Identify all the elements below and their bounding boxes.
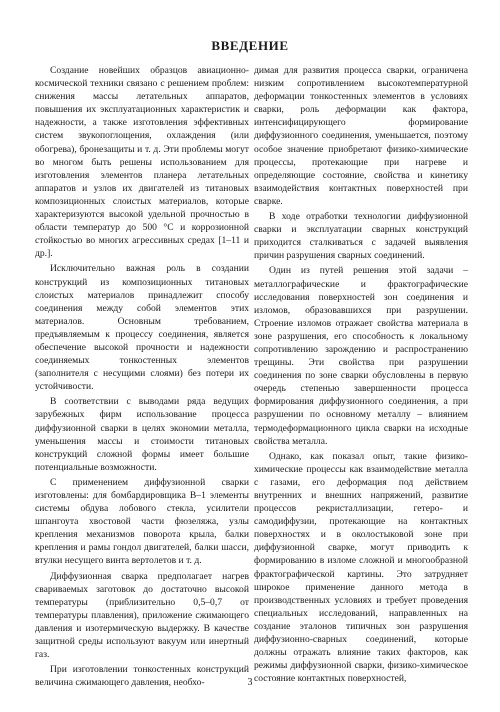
page-number: 3 — [247, 677, 253, 688]
paragraph: Один из путей решения этой задачи – металлографические и фрактографические исследования поверхностей зон соединения и изломов, образовавшихся при разрушении. Строение изломов отражает свойства материала в зоне разрушения, его способность к локальному сопротивлению зарождению и распространению трещины. Эти свойства при разрушении соединения по зоне сварки обусловлены в первую очередь степенью завершенности процесса формирования диффузионного соединения, а при разрушении по основному металлу – влиянием термодеформационного цикла сварки на исходные свойства металла. — [254, 265, 468, 447]
right-column — [254, 64, 468, 685]
paragraph: С применением диффузионной сварки изготовлены: для бомбардировщика В–1 элементы системы обдува лобового стекла, усилители шпангоута хвостовой части фюзеляжа, узлы крепления механизмов поворота крыла, балки крепления и рамы гондол двигателей, балки шасси, втулки несущего винта вертолетов и т. д. — [35, 476, 249, 567]
paragraph: Создание новейших образцов авиационно-космической техники связано с решением проблем: снижения массы летательных аппаратов, повышения их эксплуатационных характеристик и надежности, а также изготовления эффективных систем звукопоглощения, охлаждения (или обогрева), бронезащиты и т. д. Эти проблемы могут во многом быть решены использованием для изготовления элементов планера летательных аппаратов и узлов их двигателей из титановых композиционных слоистых материалов, которые характеризуются высокой удельной прочностью в области температур до 500 °С и коррозионной стойкостью во многих агрессивных средах [1–11 и др.]. — [35, 65, 249, 260]
paragraph: В ходе отработки технологии диффузионной сварки и эксплуатации сварных конструкций приходится сталкиваться с задачей выявления причин разрушения сварных соединений. — [254, 211, 468, 262]
paragraph: При изготовлении тонкостенных конструкций величина сжимающего давления, необхо- — [35, 664, 249, 689]
paragraph: В соответствии с выводами ряда ведущих зарубежных фирм использование процесса диффузионной сварки в целях экономии металла, уменьшения массы и стоимости титановых конструкций сложной формы имеет большие потенциальные возможности. — [35, 396, 249, 473]
paragraph: Исключительно важная роль в создании конструкций из композиционных титановых слоистых материалов принадлежит способу соединения между собой элементов этих материалов. Основным требованием, предъявляемым к процессу соединения, является обеспечение высокой прочности и надежности соединяемых тонкостенных элементов (заполнителя с несущими слоями) без потери их устойчивости. — [35, 263, 249, 393]
paragraph: Диффузионная сварка предполагает нагрев свариваемых заготовок до достаточно высокой температуры (приблизительно 0,5–0,7 от температуры плавления), приложение сжимающего давления и изотермическую выдержку. В качестве защитной среды используют вакуум или инертный газ. — [35, 570, 249, 661]
left-column — [35, 64, 249, 689]
paragraph-continuation: димая для развития процесса сварки, ограничена низким сопротивлением высокотемпературной деформации тонкостенных элементов в условиях сварки, роль деформации как фактора, интенсифицирующего формирование диффузионного соединения, уменьшается, поэтому особое значение приобретают физико-химические процессы, протекающие при нагреве и определяющие состояние, свойства и кинетику взаимодействия контактных поверхностей при сварке. — [254, 65, 468, 207]
paragraph: Однако, как показал опыт, такие физико-химические процессы как взаимодействие металла с газами, его деформация под действием внутренних и внешних напряжений, развитие процессов рекристаллизации, гетеро- и самодиффузии, протекающие на контактных поверхностях и в околостыковой зоне при диффузионной сварке, могут приводить к формированию в изломе сложной и многообразной фрактографической картины. Это затрудняет широкое применение данного метода в производственных условиях и требует проведения специальных исследований, направленных на создание эталонов типичных зон разрушения диффузионно-сварных соединений, которые должны отражать влияние таких факторов, как режимы диффузионной сварки, физико-химическое состояние контактных поверхностей, — [254, 450, 468, 685]
page-title: ВВЕДЕНИЕ — [211, 38, 289, 53]
